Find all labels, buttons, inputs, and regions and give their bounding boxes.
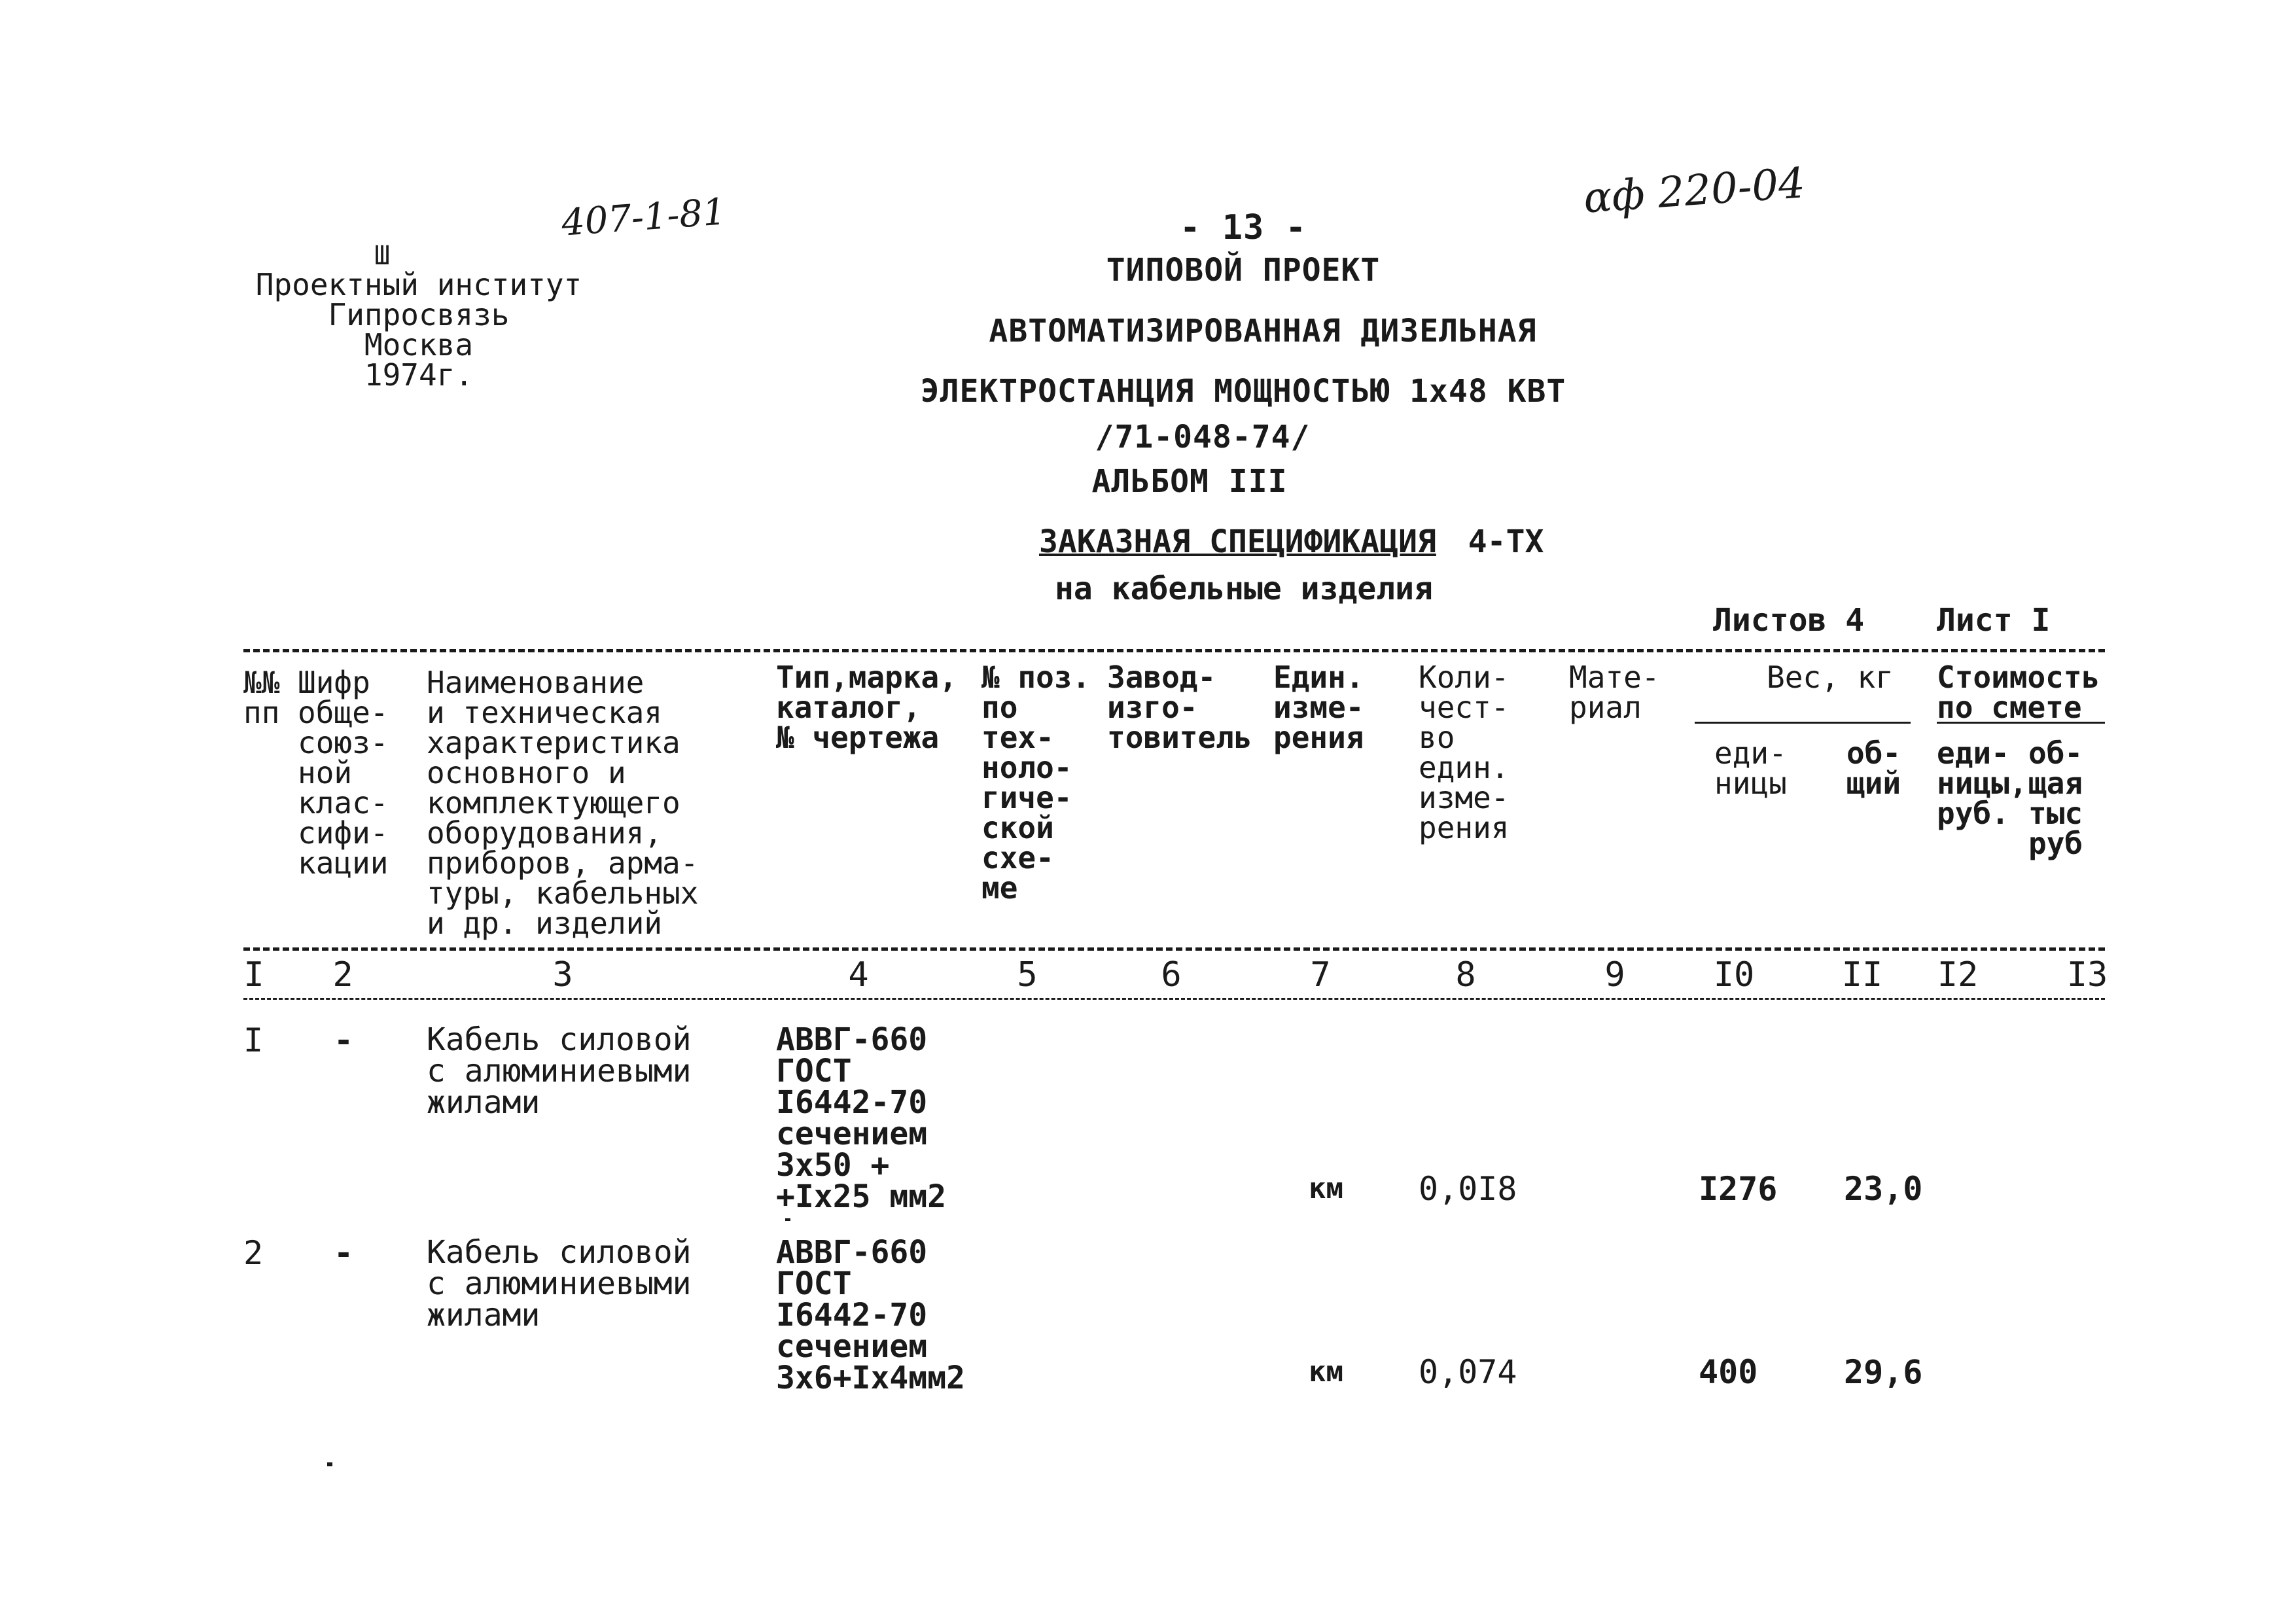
title-line-1: ТИПОВОЙ ПРОЕКТ [1106, 252, 1381, 289]
row-weight-total: 29,6 [1844, 1353, 1923, 1391]
colnum-8: 8 [1455, 955, 1476, 995]
handwritten-archive-code: ɑф 220-04 [1581, 159, 1807, 223]
th-quantity: Коли- чест- во един. изме- рения [1419, 660, 1510, 845]
th-name-characteristics: Наименование и техническая характеристика основного и комплектующего оборудования, приборов, арма- туры, кабельных и др. изделий [427, 665, 699, 941]
colnum-10: I0 [1713, 955, 1755, 995]
weight-group-rule [1695, 722, 1911, 724]
colnum-1: I [243, 955, 264, 995]
row-unit: км [1309, 1355, 1343, 1388]
row-weight-unit: 400 [1699, 1353, 1758, 1391]
header-bottom-rule [243, 947, 2105, 951]
row-number: I [243, 1021, 264, 1059]
th-manufacturer: Завод- изго- товитель [1107, 660, 1252, 755]
stamp-mark: Ш [374, 241, 391, 271]
row-unit: км [1309, 1172, 1343, 1205]
title-line-4: /71-048-74/ [1095, 419, 1311, 455]
spec-subtitle: на кабельные изделия [1055, 571, 1433, 607]
row-name: Кабель силовой с алюминиевыми жилами [427, 1021, 692, 1121]
colnum-11: II [1841, 955, 1883, 995]
title-line-5: АЛЬБОМ III [1091, 463, 1288, 500]
spec-title [1039, 523, 1544, 560]
colnum-3: 3 [552, 955, 573, 995]
scan-speck [327, 1462, 332, 1466]
spec-code: 4-ТХ [1468, 523, 1544, 560]
sheets-total: Листов 4 [1713, 602, 1865, 639]
th-weight-group: Вес, кг [1767, 660, 1894, 695]
colnum-13: I3 [2066, 955, 2108, 995]
th-cost-unit: еди- ницы, руб. [1937, 735, 2028, 831]
th-cost-group: Стоимость по смете [1937, 660, 2100, 725]
th-classification-code: Шифр обще- союз- ной клас- сифи- кации [298, 665, 389, 881]
scan-speck [785, 1218, 790, 1221]
row-type: АВВГ-660 ГОСТ I6442-70 сечением 3х50 + +Iх25 мм2 [776, 1021, 947, 1215]
institute-year: 1974г. [364, 357, 474, 393]
th-scheme-position: № поз. по тех- ноло- гиче- ской схе- ме [981, 660, 1091, 906]
spec-title-text: ЗАКАЗНАЯ СПЕЦИФИКАЦИЯ [1039, 523, 1436, 560]
table-top-rule [243, 649, 2105, 652]
colnum-4: 4 [848, 955, 869, 995]
colnum-bottom-rule [243, 998, 2105, 1000]
th-cost-total: об- щая тыс руб [2028, 735, 2083, 861]
th-unit: Един. изме- рения [1273, 660, 1364, 755]
row-code: - [334, 1234, 354, 1272]
institute-name: Проектный институт [255, 267, 582, 302]
row-quantity: 0,0I8 [1419, 1170, 1517, 1208]
institute-org: Гипросвязь [328, 297, 510, 332]
th-type-brand: Тип,марка, каталог, № чертежа [776, 660, 957, 755]
colnum-9: 9 [1604, 955, 1625, 995]
page-number: - 13 - [1180, 208, 1307, 247]
colnum-2: 2 [332, 955, 353, 995]
colnum-5: 5 [1017, 955, 1038, 995]
row-weight-total: 23,0 [1844, 1170, 1923, 1208]
row-number: 2 [243, 1234, 264, 1272]
row-weight-unit: I276 [1699, 1170, 1778, 1208]
row-quantity: 0,074 [1419, 1353, 1517, 1391]
th-weight-unit: еди- ницы [1714, 735, 1787, 801]
th-row-number: №№ пп [243, 665, 280, 730]
title-line-3: ЭЛЕКТРОСТАНЦИЯ МОЩНОСТЬЮ 1х48 КВТ [920, 373, 1566, 410]
colnum-6: 6 [1161, 955, 1182, 995]
institute-block [249, 267, 589, 393]
title-line-2: АВТОМАТИЗИРОВАННАЯ ДИЗЕЛЬНАЯ [989, 313, 1537, 349]
row-type: АВВГ-660 ГОСТ I6442-70 сечением 3х6+Iх4мм2 [776, 1234, 965, 1396]
handwritten-project-code: 407-1-81 [560, 190, 728, 245]
colnum-7: 7 [1310, 955, 1331, 995]
th-weight-total: об- щий [1846, 735, 1901, 801]
row-code: - [334, 1021, 354, 1059]
colnum-12: I2 [1937, 955, 1979, 995]
row-name: Кабель силовой с алюминиевыми жилами [427, 1234, 692, 1333]
sheet-current: Лист I [1937, 602, 2051, 639]
institute-city: Москва [364, 327, 474, 362]
th-material: Мате- риал [1569, 660, 1660, 725]
